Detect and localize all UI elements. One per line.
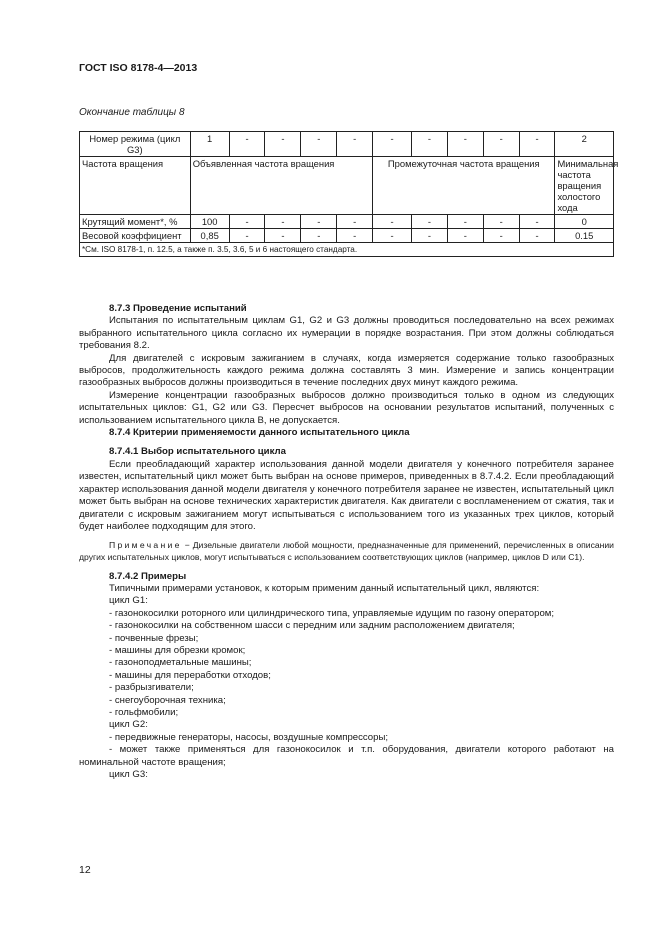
table-cell: - [483,215,519,229]
table-cell: - [373,229,412,243]
speed-label: Частота вращения [80,157,191,215]
section-title: 8.7.3 Проведение испытаний [109,303,247,314]
paragraph: Для двигателей с искровым зажиганием в случаях, когда измеряется содержание только газообразных выбросов, продолжительность каждого режима должна составлять 3 мин. Измерение и запись концентрации газообразных выбросов должны производиться в течение последних двух минут каждого режима. [79,352,614,389]
table-row [80,215,614,229]
table-cell: - [447,132,483,157]
table-cell: - [265,229,301,243]
section-title: 8.7.4.2 Примеры [109,570,187,582]
table-cell: 0 [555,215,614,229]
paragraph: Если преобладающий характер использования данной модели двигателя у конечного потребителя заранее известен, испытательный цикл может быть выбран на основе примеров, приведенных в 8.7.4.2. Если преобладающий характер использования данной модели двигателя у конечного потребителя заранее не известен, испытательный цикл может быть выбран на основе технических характеристик двигателя. Как двигатели с воспламенением от сжатия, так и двигатели с искровым зажиганием могут испытываться с использованием того из указанных трех циклов, который будет наиболее подходящим для этого. [79,458,614,532]
body-text [79,303,614,781]
table-cell: 0,85 [190,229,229,243]
mode-number-label: Номер режима (цикл G3) [80,132,191,157]
table-cell: - [412,229,448,243]
section-title: 8.7.4 Критерии применяемости данного испытательного цикла [109,427,410,439]
table-cell: - [265,215,301,229]
section-title: 8.7.4.1 Выбор испытательного цикла [109,446,286,458]
table-cell: - [229,132,265,157]
list-item: - может также применяться для газонокосилок и т.п. оборудования, двигатели которого работают на номинальной частоте вращения; [79,744,614,768]
intermediate-speed-cell: Промежуточная частота вращения [373,157,555,215]
table-footnote: *См. ISO 8178-1, п. 12.5, а также п. 3.5, 3.6, 5 и 6 настоящего стандарта. [80,243,614,257]
list-item: - разбрызгиватели; [109,682,194,694]
table-cell: - [483,229,519,243]
document-header: ГОСТ ISO 8178-4—2013 [79,62,198,74]
paragraph: Измерение концентрации газообразных выбросов должно производиться только в одном из следующих испытательных циклов: G1, G2 или G3. Пересчет выбросов на основании результатов испытаний, полученных с использованием испытательного цикла В, не допускается. [79,389,614,426]
table-row [80,132,614,157]
list-item: - снегоуборочная техника; [109,694,226,706]
table-cell: - [373,215,412,229]
idle-speed-cell: Минимальная частота вращения холостого хода [555,157,614,215]
table-cell: - [519,132,555,157]
paragraph: Испытания по испытательным циклам G1, G2 и G3 должны проводиться последовательно на всех режимах выбранного испытательного цикла согласно их нумерации в порядке возрастания. При этом должны соблюдаться требования 8.2. [79,315,614,352]
declared-speed-cell: Объявленная частота вращения [190,157,372,215]
cycle-label: цикл G2: [109,719,148,731]
paragraph: Типичными примерами установок, к которым применим данный испытательный цикл, являются: [109,582,540,594]
table-caption: Окончание таблицы 8 [79,107,185,118]
table-cell: - [229,229,265,243]
table-cell: - [265,132,301,157]
table-row [80,157,614,215]
table-cell: - [412,132,448,157]
list-item: - гольфмобили; [109,706,179,718]
mode-table [79,131,619,257]
table-cell: - [301,215,337,229]
note [79,540,614,563]
list-item: - передвижные генераторы, насосы, воздушные компрессоры; [109,731,389,743]
table-cell: - [412,215,448,229]
weight-factor-label: Весовой коэффициент [80,229,191,243]
table-cell: - [447,215,483,229]
table-cell: - [447,229,483,243]
list-item: - газоноподметальные машины; [109,657,252,669]
torque-label: Крутящий момент*, % [80,215,191,229]
table-cell: - [301,229,337,243]
note-label: Примечание [109,540,182,551]
table-row [80,229,614,243]
table-cell: - [519,215,555,229]
page-number: 12 [79,864,91,876]
list-item: - почвенные фрезы; [109,632,199,644]
table-cell: - [373,132,412,157]
table-cell: 2 [555,132,614,157]
cycle-label: цикл G1: [109,595,148,607]
table-cell: - [483,132,519,157]
table-row [80,243,614,257]
list-item: - машины для обрезки кромок; [109,644,246,656]
table-cell: 1 [190,132,229,157]
table-cell: 100 [190,215,229,229]
table-cell: - [519,229,555,243]
list-item: - газонокосилки роторного или цилиндрического типа, управляемые идущим по газону оператором; [109,607,555,619]
table-cell: - [337,132,373,157]
table-cell: - [337,215,373,229]
table-cell: - [337,229,373,243]
table-cell: 0.15 [555,229,614,243]
list-item: - газонокосилки на собственном шасси с передним или задним расположением двигателя; [109,620,515,632]
list-item: - машины для переработки отходов; [109,669,271,681]
table-cell: - [229,215,265,229]
cycle-label: цикл G3: [109,769,148,780]
note-text: − Дизельные двигатели любой мощности, предназначенные для применений, перечисленных в описании других испытательных циклов, могут испытываться с использованием соответствующих циклов (например, циклов D или C1). [79,540,614,562]
table-cell: - [301,132,337,157]
